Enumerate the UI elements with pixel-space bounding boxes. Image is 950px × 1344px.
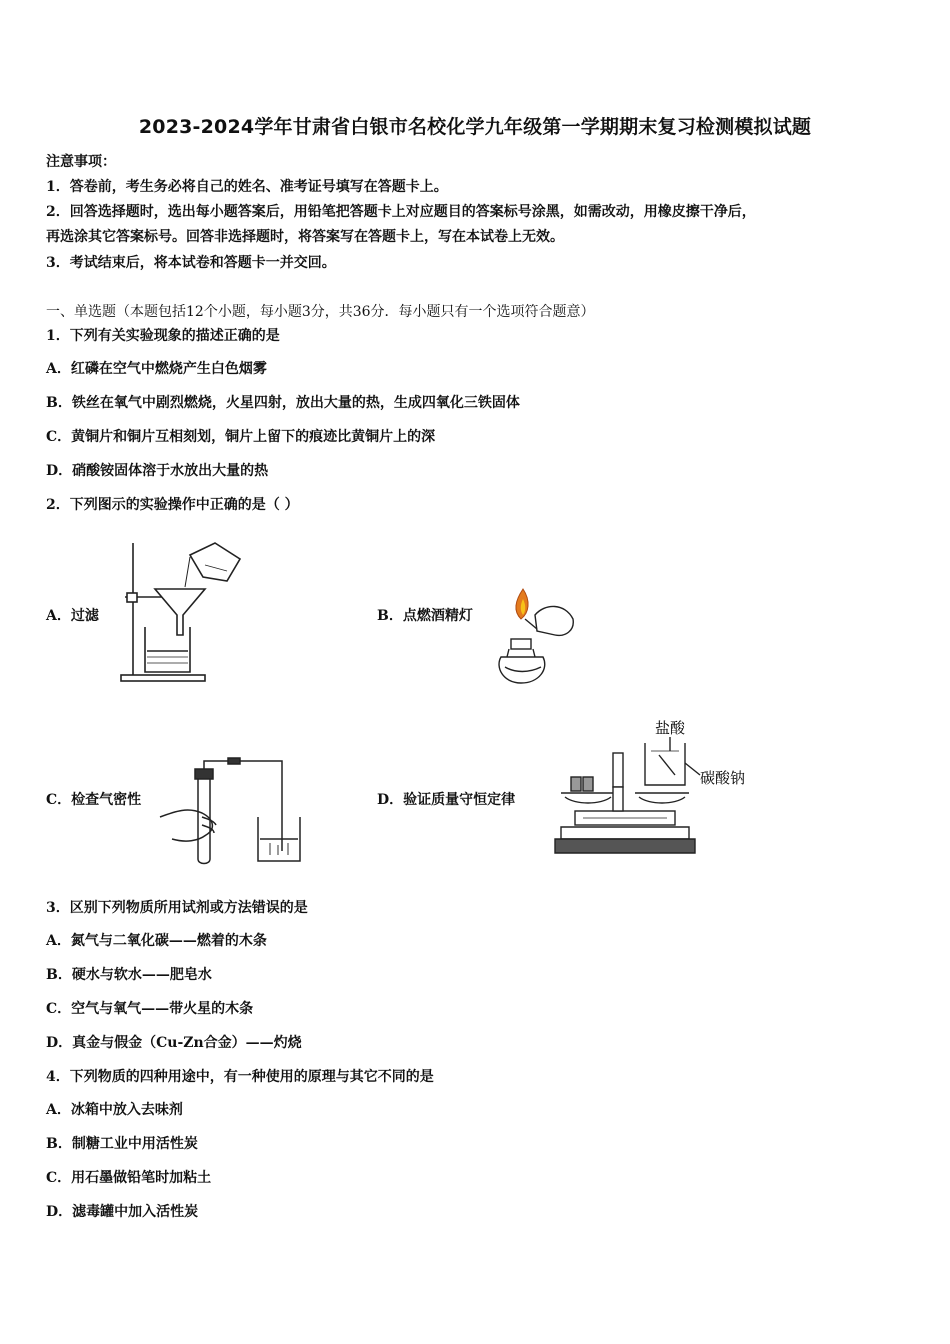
notice-item-3: 3．考试结束后，将本试卷和答题卡一并交回。 [46,255,336,271]
airtightness-figure [158,755,308,870]
filtration-figure [115,535,245,685]
question-1-stem: 1．下列有关实验现象的描述正确的是 [46,328,280,344]
section-heading: 一、单选题（本题包括12个小题，每小题3分，共36分．每小题只有一个选项符合题意） [46,304,595,320]
question-3-option-d: D．真金与假金（Cu-Zn合金）——灼烧 [46,1035,302,1051]
notice-item-1: 1．答卷前，考生务必将自己的姓名、准考证号填写在答题卡上。 [46,179,448,195]
notice-item-2: 2．回答选择题时，选出每小题答案后，用铅笔把答题卡上对应题目的答案标号涂黑，如需改动，用橡皮擦干净后， [46,204,756,220]
page-title: 2023-2024学年甘肃省白银市名校化学九年级第一学期期末复习检测模拟试题 [138,116,812,138]
question-4-option-b: B．制糖工业中用活性炭 [46,1136,198,1152]
question-2-option-a: A．过滤 [46,608,99,624]
question-4-stem: 4．下列物质的四种用途中，有一种使用的原理与其它不同的是 [46,1069,434,1085]
question-1-option-c: C．黄铜片和铜片互相刻划，铜片上留下的痕迹比黄铜片上的深 [46,429,436,445]
question-3-stem: 3．区别下列物质所用试剂或方法错误的是 [46,900,308,916]
notice-item-2-cont: 再选涂其它答案标号。回答非选择题时，将答案写在答题卡上，写在本试卷上无效。 [46,229,564,245]
sodium-carbonate-label: 碳酸钠 [700,769,746,787]
question-4-option-d: D．滤毒罐中加入活性炭 [46,1204,199,1220]
question-3-option-a: A．氮气与二氧化碳——燃着的木条 [46,933,267,949]
question-2-option-d: D．验证质量守恒定律 [377,792,516,808]
question-3-option-c: C．空气与氧气——带火星的木条 [46,1001,254,1017]
notice-heading: 注意事项： [46,154,116,170]
alcohol-lamp-figure [485,585,585,690]
question-4-option-a: A．冰箱中放入去味剂 [46,1102,183,1118]
question-1-option-d: D．硝酸铵固体溶于水放出大量的热 [46,463,269,479]
question-2-stem: 2．下列图示的实验操作中正确的是（ ） [46,497,299,513]
question-1-option-b: B．铁丝在氧气中剧烈燃烧，火星四射，放出大量的热，生成四氧化三铁固体 [46,395,520,411]
question-2-option-c: C．检查气密性 [46,792,142,808]
question-4-option-c: C．用石墨做铅笔时加粘土 [46,1170,212,1186]
conservation-of-mass-figure [555,715,755,860]
question-1-option-a: A．红磷在空气中燃烧产生白色烟雾 [46,361,267,377]
question-2-option-b: B．点燃酒精灯 [377,608,473,624]
hydrochloric-acid-label: 盐酸 [655,719,686,737]
question-3-option-b: B．硬水与软水——肥皂水 [46,967,212,983]
